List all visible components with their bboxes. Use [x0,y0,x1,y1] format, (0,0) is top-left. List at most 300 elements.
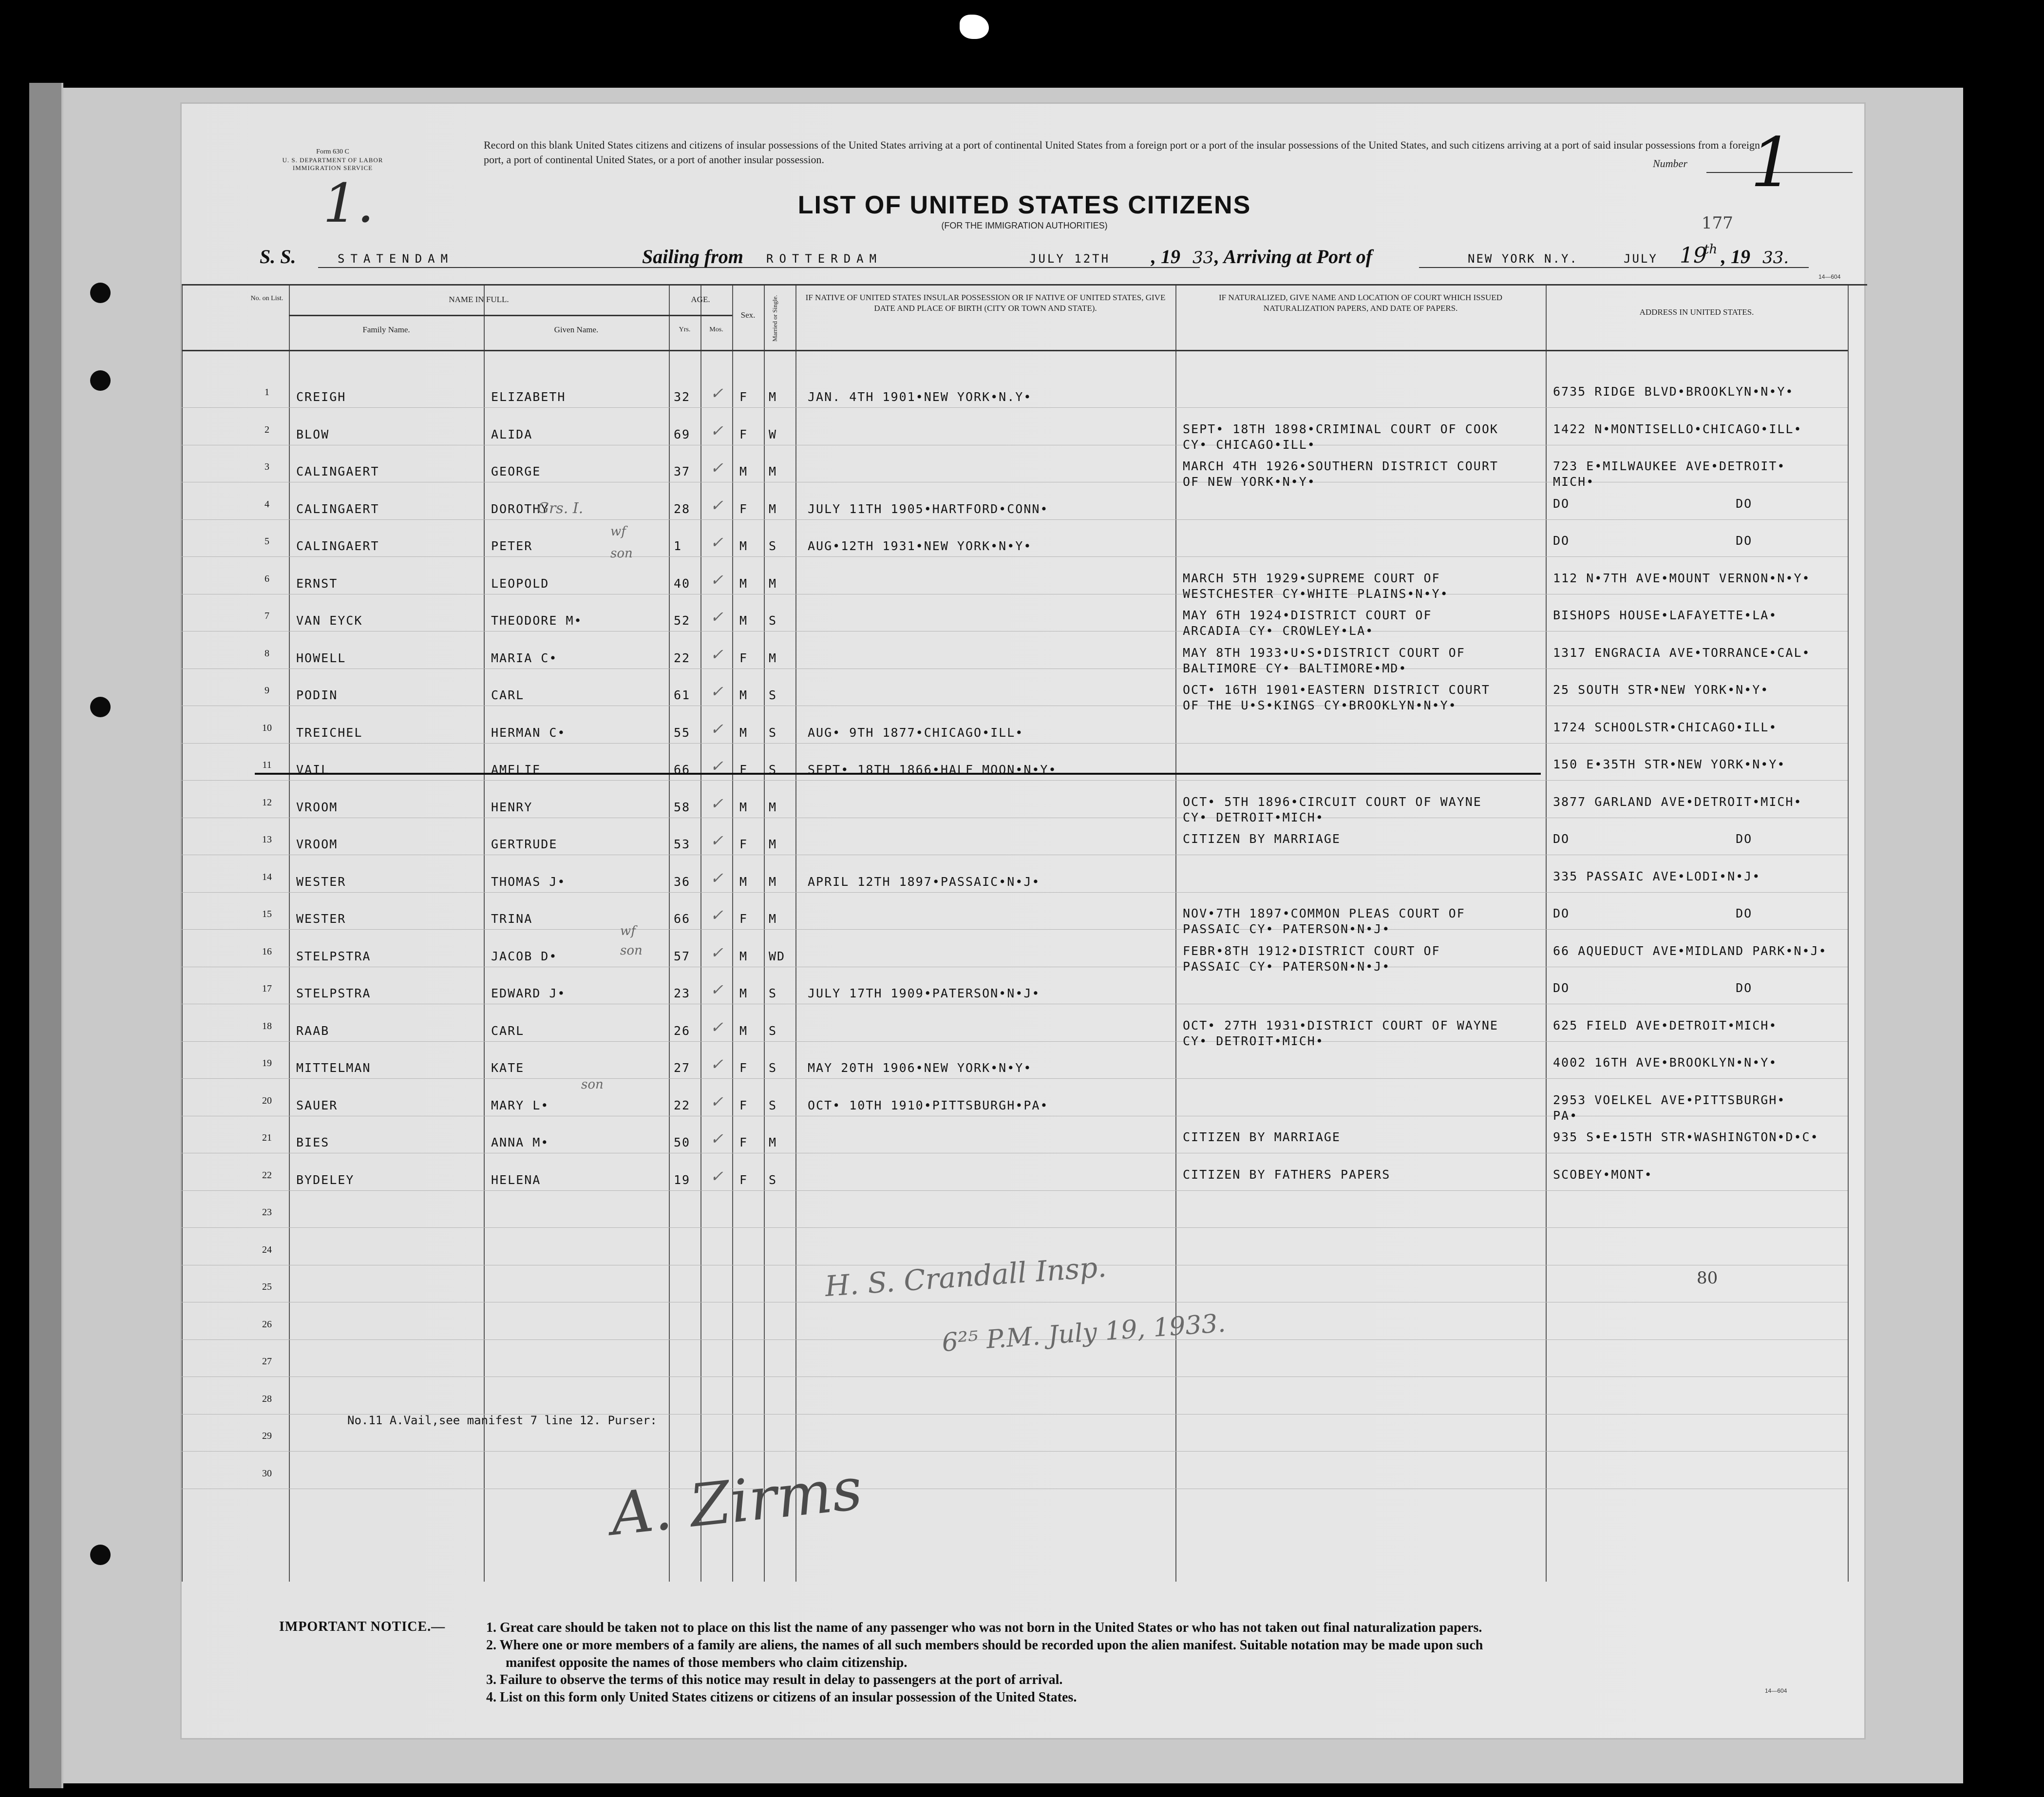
department-name: U. S. DEPARTMENT OF LABOR [282,156,383,164]
ship-name: STATENDAM [338,252,454,266]
check-mark-icon: ✓ [710,1055,723,1073]
notice-heading: IMPORTANT NOTICE.— [279,1619,446,1634]
given-name: TRINA [491,912,533,926]
address: 4002 16TH AVE•BROOKLYN•N•Y• [1553,1055,1778,1070]
age-years: 23 [674,986,691,1000]
row-number: 5 [265,536,269,547]
marital-status: M [769,837,777,851]
given-name: MARIA C• [491,650,558,665]
binder-strip [29,83,63,1788]
column-divider [764,286,765,1582]
column-divider [795,286,796,1582]
marital-status: W [769,427,777,441]
check-mark-icon: ✓ [710,384,723,402]
sex: F [739,912,748,926]
margin-note: wf [620,924,636,938]
table-row-rule [182,743,1848,744]
birth-info: MAY 20TH 1906•NEW YORK•N•Y• [808,1061,1032,1075]
age-years: 66 [674,763,691,777]
column-divider [289,286,290,1582]
column-divider [1848,286,1849,1582]
family-name: MITTELMAN [296,1061,371,1075]
family-name: ERNST [296,576,338,591]
margin-note: wf [610,524,626,539]
address: 723 E•MILWAUKEE AVE•DETROIT• MICH• [1553,459,1786,489]
sex: M [739,613,748,628]
sex: M [739,688,748,702]
table-row-rule [182,1078,1848,1079]
marital-status: M [769,800,777,814]
address: DO DO [1553,534,1753,548]
given-name: KATE [491,1061,525,1075]
age-years: 58 [674,800,691,814]
marital-status: S [769,725,777,740]
row-number: 2 [265,424,269,435]
row-number: 8 [265,648,269,659]
naturalization-info: CITIZEN BY MARRIAGE [1183,1130,1341,1144]
marital-status: M [769,501,777,516]
family-name: CALINGAERT [296,539,379,553]
table-row-rule [182,929,1848,930]
address: 2953 VOELKEL AVE•PITTSBURGH• PA• [1553,1092,1786,1123]
family-name: VROOM [296,800,338,814]
passenger-table [182,284,1867,1580]
sailing-date: JULY 12TH [1029,252,1111,266]
table-row-rule [182,1451,1848,1452]
sex: F [739,1098,748,1112]
given-name: GERTRUDE [491,837,558,851]
row-number: 29 [262,1431,272,1441]
age-years: 28 [674,501,691,516]
birth-info: AUG• 9TH 1877•CHICAGO•ILL• [808,725,1024,740]
row-number: 14 [262,871,272,882]
marital-status: S [769,986,777,1000]
family-name: TREICHEL [296,725,363,740]
address: DO DO [1553,496,1753,511]
sex: F [739,837,748,851]
marital-status: M [769,390,777,404]
row-number: 1 [265,387,269,398]
marital-status: S [769,1023,777,1038]
inspector-signature: H. S. Crandall Insp. [824,1250,1108,1303]
purser-signature: A. Zirms [607,1455,866,1549]
form-code: 14—604 [1765,1687,1787,1694]
header-address: ADDRESS IN UNITED STATES. [1639,307,1754,317]
address: 625 FIELD AVE•DETROIT•MICH• [1553,1018,1778,1032]
header-no-on-list: No. on List. [250,295,284,302]
naturalization-info: OCT• 5TH 1896•CIRCUIT COURT OF WAYNE CY• DETROIT•MICH• [1183,794,1482,824]
check-mark-icon: ✓ [710,906,723,924]
page-number: 80 [1697,1268,1718,1288]
naturalization-info: NOV•7TH 1897•COMMON PLEAS COURT OF PASSAIC CY• PATERSON•N•J• [1183,906,1465,936]
marital-status: S [769,1061,777,1075]
naturalization-info: CITIZEN BY FATHERS PAPERS [1183,1167,1391,1182]
column-divider [700,286,701,1582]
given-name: CARL [491,688,525,702]
table-row-rule [182,1227,1848,1228]
column-divider [732,286,733,1582]
sex: F [739,650,748,665]
table-row-rule [182,1376,1848,1377]
row-number: 11 [262,760,272,770]
birth-info: JULY 11TH 1905•HARTFORD•CONN• [808,501,1049,516]
pencil-annotation: 177 [1702,213,1733,233]
marital-status: S [769,1098,777,1112]
address: DO DO [1553,981,1753,995]
marital-status: M [769,464,777,478]
row-number: 20 [262,1095,272,1106]
arriving-label: , Arriving at Port of [1214,246,1373,268]
naturalization-info: MAY 8TH 1933•U•S•DISTRICT COURT OF BALTIMORE CY• BALTIMORE•MD• [1183,645,1465,675]
sex: M [739,874,748,889]
given-name: EDWARD J• [491,986,566,1000]
header-birth: IF NATIVE OF UNITED STATES INSULAR POSSESSION OR IF NATIVE OF UNITED STATES, GIVE DATE AND PLACE OF BIRTH (CITY OR TOWN AND STATE). [805,293,1166,313]
page-title: LIST OF UNITED STATES CITIZENS [797,191,1251,219]
sex: F [739,1172,748,1187]
address: BISHOPS HOUSE•LAFAYETTE•LA• [1553,608,1778,622]
given-name: PETER [491,539,533,553]
check-mark-icon: ✓ [710,608,723,626]
voyage-line [182,242,1867,274]
row-number: 17 [262,983,272,994]
marital-status: S [769,688,777,702]
sex: M [739,986,748,1000]
form-identifier [230,148,435,172]
row-number: 19 [262,1058,272,1069]
family-name: BYDELEY [296,1172,355,1187]
number-label: Number [1653,157,1687,170]
form-code: 14—604 [1818,273,1841,280]
check-mark-icon: ✓ [710,459,723,477]
check-mark-icon: ✓ [710,794,723,813]
scan-artifact [960,15,989,39]
row-number: 10 [262,722,272,733]
family-name: CREIGH [296,390,346,404]
address: 1317 ENGRACIA AVE•TORRANCE•CAL• [1553,645,1811,660]
age-years: 22 [674,1098,691,1112]
arrival-underline [1419,267,1809,268]
margin-note: Grs. I. [537,500,584,517]
table-row-rule [182,407,1848,408]
given-name: HENRY [491,800,533,814]
row-number: 18 [262,1020,272,1032]
family-name: WESTER [296,912,346,926]
table-row-rule [182,519,1848,520]
sex: M [739,539,748,553]
row-number: 28 [262,1393,272,1404]
family-name: SAUER [296,1098,338,1112]
header-months: Mos. [709,326,723,333]
family-name: WESTER [296,874,346,889]
margin-note: son [620,943,643,958]
row-number: 7 [265,611,269,621]
arrival-day-suffix: th [1704,242,1718,257]
check-mark-icon: ✓ [710,1129,723,1148]
sex: M [739,949,748,963]
sex: M [739,464,748,478]
marital-status: S [769,763,777,777]
family-name: STELPSTRA [296,949,371,963]
sex: M [739,576,748,591]
port-underline [757,267,1200,268]
inspection-time-note: 6²⁵ P.M. July 19, 1933. [941,1308,1227,1358]
birth-info: SEPT• 18TH 1866•HALF MOON•N•Y• [808,763,1057,777]
row-number: 23 [262,1207,272,1218]
check-mark-icon: ✓ [710,1017,723,1036]
naturalization-info: MAY 6TH 1924•DISTRICT COURT OF ARCADIA CY• CROWLEY•LA• [1183,608,1432,638]
check-mark-icon: ✓ [710,1092,723,1111]
margin-note: son [610,546,633,561]
address: 150 E•35TH STR•NEW YORK•N•Y• [1553,757,1786,771]
check-mark-icon: ✓ [710,682,723,701]
family-name: BIES [296,1135,330,1149]
row-number: 21 [262,1132,272,1143]
family-name: VAN EYCK [296,613,363,628]
notice-item: manifest opposite the names of those members who claim citizenship. [506,1655,908,1670]
given-name: HELENA [491,1172,541,1187]
age-years: 32 [674,390,691,404]
arrival-month: JULY [1624,252,1658,266]
birth-info: AUG•12TH 1931•NEW YORK•N•Y• [808,539,1032,553]
from-port: ROTTERDAM [766,252,883,266]
address: 1422 N•MONTISELLO•CHICAGO•ILL• [1553,421,1802,436]
naturalization-info: OCT• 27TH 1931•DISTRICT COURT OF WAYNE CY• DETROIT•MICH• [1183,1018,1498,1048]
address: SCOBEY•MONT• [1553,1167,1653,1182]
family-name: VROOM [296,837,338,851]
marital-status: WD [769,949,786,963]
age-years: 57 [674,949,691,963]
given-name: AMELIE [491,763,541,777]
naturalization-info: MARCH 5TH 1929•SUPREME COURT OF WESTCHESTER CY•WHITE PLAINS•N•Y• [1183,571,1449,601]
row-number: 24 [262,1244,272,1255]
service-name: IMMIGRATION SERVICE [292,164,373,172]
age-years: 1 [674,539,682,553]
marital-status: M [769,874,777,889]
check-mark-icon: ✓ [710,868,723,887]
address: 112 N•7TH AVE•MOUNT VERNON•N•Y• [1553,571,1811,585]
header-marital-status: Married or Single. [771,295,778,342]
notice-item: 3. Failure to observe the terms of this notice may result in delay to passengers at the port of arrival. [486,1672,1063,1688]
year-suffix: 33. [1762,248,1789,268]
header-naturalization: IF NATURALIZED, GIVE NAME AND LOCATION OF COURT WHICH ISSUED NATURALIZATION PAPERS, AND DATE OF PAPERS. [1218,293,1502,313]
check-mark-icon: ✓ [710,980,723,999]
address: 335 PASSAIC AVE•LODI•N•J• [1553,869,1761,883]
year-prefix: , 19 [1151,246,1180,268]
row-number: 6 [265,573,269,584]
marital-status: M [769,1135,777,1149]
row-number: 9 [265,685,269,696]
margin-note: son [581,1077,604,1092]
naturalization-info: CITIZEN BY MARRIAGE [1183,832,1341,846]
birth-info: OCT• 10TH 1910•PITTSBURGH•PA• [808,1098,1049,1112]
check-mark-icon: ✓ [710,533,723,552]
address: 1724 SCHOOLSTR•CHICAGO•ILL• [1553,720,1778,734]
naturalization-info: OCT• 16TH 1901•EASTERN DISTRICT COURT OF THE U•S•KINGS CY•BROOKLYN•N•Y• [1183,683,1490,712]
given-name: GEORGE [491,464,541,478]
sex: F [739,390,748,404]
handwritten-sheet-number: 1. [323,172,374,234]
header-name-in-full: NAME IN FULL. [449,295,509,304]
age-years: 37 [674,464,691,478]
given-name: HERMAN C• [491,725,566,740]
number-value: 1 [1750,123,1794,203]
punch-hole-icon [90,697,111,717]
row-number: 12 [262,797,272,808]
header-divider [669,315,732,316]
header-age: AGE. [691,295,710,304]
header-sex: Sex. [740,310,756,320]
notice-item: 1. Great care should be taken not to place on this list the name of any passenger who was not born in the United States or who has not taken out final naturalization papers. [486,1620,1482,1635]
given-name: THEODORE M• [491,613,583,628]
naturalization-info: SEPT• 18TH 1898•CRIMINAL COURT OF COOK CY• CHICAGO•ILL• [1183,421,1498,452]
check-mark-icon: ✓ [710,645,723,664]
given-name: ALIDA [491,427,533,441]
address: 6735 RIDGE BLVD•BROOKLYN•N•Y• [1553,384,1794,399]
sex: F [739,427,748,441]
birth-info: JULY 17TH 1909•PATERSON•N•J• [808,986,1041,1000]
birth-info: APRIL 12TH 1897•PASSAIC•N•J• [808,874,1041,889]
age-years: 55 [674,725,691,740]
column-divider [182,286,183,1582]
header-given-name: Given Name. [554,325,599,334]
check-mark-icon: ✓ [710,831,723,850]
given-name: ANNA M• [491,1135,549,1149]
marital-status: S [769,1172,777,1187]
family-name: PODIN [296,688,338,702]
sex: M [739,1023,748,1038]
table-row-rule [182,1041,1848,1042]
year-suffix: 33 [1192,248,1214,268]
row-number: 27 [262,1356,272,1367]
marital-status: M [769,576,777,591]
age-years: 19 [674,1172,691,1187]
notice-list [486,1619,1850,1706]
age-years: 26 [674,1023,691,1038]
sex: F [739,501,748,516]
row-number: 15 [262,909,272,919]
address: 66 AQUEDUCT AVE•MIDLAND PARK•N•J• [1553,943,1827,958]
punch-hole-icon [90,1545,111,1565]
punch-hole-icon [90,370,111,391]
manifest-sheet [180,102,1866,1740]
age-years: 22 [674,650,691,665]
number-field [1653,123,1857,203]
check-mark-icon: ✓ [710,1166,723,1185]
punch-hole-icon [90,283,111,303]
given-name: LEOPOLD [491,576,549,591]
given-name: CARL [491,1023,525,1038]
table-row-rule [182,892,1848,893]
arrival-day: 19 [1680,243,1707,268]
column-divider [1175,286,1176,1582]
address: 25 SOUTH STR•NEW YORK•N•Y• [1553,683,1769,697]
row-number: 26 [262,1319,272,1330]
check-mark-icon: ✓ [710,719,723,738]
row-number: 3 [265,461,269,472]
marital-status: S [769,613,777,628]
family-name: BLOW [296,427,330,441]
table-row-rule [182,556,1848,557]
given-name: THOMAS J• [491,874,566,889]
marital-status: S [769,539,777,553]
age-years: 69 [674,427,691,441]
table-row-rule [182,1190,1848,1191]
sex: F [739,1135,748,1149]
intro-instructions: Record on this blank United States citizens and citizens of insular possessions of the United States arriving at a port of continental United States from a foreign port or a port of the insular possessions of the United States, and such citizens arriving at a port of said insular possessions from a foreign port, a port of continental United States, or a port of another insular possession. [484,139,1760,166]
check-mark-icon: ✓ [710,496,723,515]
age-years: 61 [674,688,691,702]
footnote: No.11 A.Vail,see manifest 7 line 12. Purser: [347,1414,657,1427]
check-mark-icon: ✓ [710,943,723,962]
sex: M [739,725,748,740]
birth-info: JAN. 4TH 1901•NEW YORK•N.Y• [808,390,1032,404]
strikethrough-line [255,773,1541,775]
check-mark-icon: ✓ [710,757,723,775]
age-years: 27 [674,1061,691,1075]
given-name: JACOB D• [491,949,558,963]
naturalization-info: MARCH 4TH 1926•SOUTHERN DISTRICT COURT OF NEW YORK•N•Y• [1183,459,1498,489]
header-bottom-rule [182,350,1848,351]
naturalization-info: FEBR•8TH 1912•DISTRICT COURT OF PASSAIC CY• PATERSON•N•J• [1183,943,1440,974]
row-number: 22 [262,1169,272,1181]
check-mark-icon: ✓ [710,421,723,440]
column-divider [669,286,670,1582]
row-number: 30 [262,1468,272,1479]
form-number: Form 630 C [316,148,349,155]
given-name: DOROTHY [491,501,549,516]
age-years: 40 [674,576,691,591]
header-divider [289,315,669,316]
ss-label: S. S. [260,246,296,268]
column-divider [1546,286,1547,1582]
address: DO DO [1553,832,1753,846]
page-subtitle: (FOR THE IMMIGRATION AUTHORITIES) [941,221,1108,230]
column-divider [484,286,485,1582]
notice-item: 4. List on this form only United States citizens or citizens of an insular possession of the United States. [486,1690,1077,1705]
marital-status: M [769,912,777,926]
row-number: 4 [265,498,269,510]
family-name: HOWELL [296,650,346,665]
family-name: STELPSTRA [296,986,371,1000]
age-years: 53 [674,837,691,851]
header-years: Yrs. [679,326,691,333]
family-name: CALINGAERT [296,501,379,516]
given-name: MARY L• [491,1098,549,1112]
year-prefix: , 19 [1721,246,1750,268]
row-number: 25 [262,1281,272,1292]
family-name: VAIL [296,763,330,777]
row-number: 16 [262,946,272,957]
address: DO DO [1553,906,1753,920]
sex: F [739,763,748,777]
row-number: 13 [262,834,272,845]
family-name: CALINGAERT [296,464,379,478]
family-name: RAAB [296,1023,330,1038]
notice-item: 2. Where one or more members of a family are aliens, the names of all such members should be recorded upon the alien manifest. Suitable notation may be made upon such [486,1637,1483,1653]
marital-status: M [769,650,777,665]
age-years: 50 [674,1135,691,1149]
age-years: 52 [674,613,691,628]
arrival-port: NEW YORK N.Y. [1468,252,1578,266]
given-name: ELIZABETH [491,390,566,404]
check-mark-icon: ✓ [710,570,723,589]
address: 3877 GARLAND AVE•DETROIT•MICH• [1553,794,1802,809]
age-years: 66 [674,912,691,926]
sex: F [739,1061,748,1075]
table-row-rule [182,780,1848,781]
sex: M [739,800,748,814]
header-family-name: Family Name. [362,325,410,334]
